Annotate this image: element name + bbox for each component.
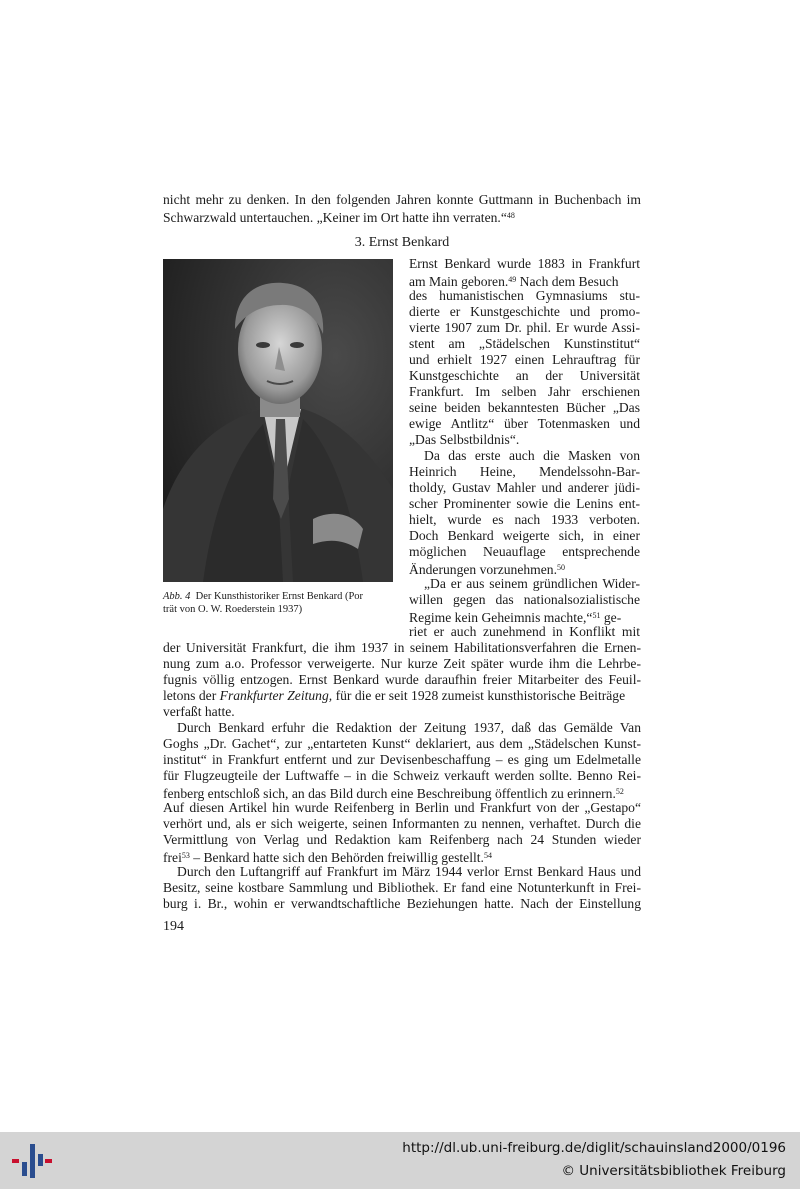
text-line: Goghs „Dr. Gachet“, zur „entarteten Kunst“ deklariert, aus dem „Städelschen Kunst- bbox=[163, 736, 641, 751]
column-line: hielt, wurde es nach 1933 verboten. bbox=[409, 512, 640, 527]
column-line: und erhielt 1927 einen Lehrauftrag für bbox=[409, 352, 640, 367]
text-line: burg i. Br., wohin er verwandtschaftliche Beziehungen hatte. Nach der Einstellung bbox=[163, 896, 641, 911]
text-line: fugnis völlig entzogen. Ernst Benkard wurde daraufhin freier Mitarbeiter des Feuil- bbox=[163, 672, 641, 687]
text-span: am Main geboren. bbox=[409, 274, 509, 289]
figure-caption-line: trät von O. W. Roederstein 1937) bbox=[163, 604, 303, 615]
text-line: für Flugzeugteile der Luftwaffe – in die Schweiz verkauft werden sollte. Benno Rei- bbox=[163, 768, 641, 783]
column-line: des humanistischen Gymnasiums stu- bbox=[409, 288, 640, 303]
newspaper-title: Frankfurter Zeitung, bbox=[219, 688, 333, 703]
column-line: Frankfurt. Im selben Jahr erschienen bbox=[409, 384, 640, 399]
page-number: 194 bbox=[163, 919, 184, 934]
copyright-text: © Universitätsbibliothek Freiburg bbox=[561, 1163, 786, 1179]
footnote-ref: 49 bbox=[508, 275, 517, 284]
caption-text: Der Kunsthistoriker Ernst Benkard (Por bbox=[195, 591, 364, 602]
column-line: ewige Antlitz“ über Totenmasken und bbox=[409, 416, 640, 431]
text-span: fenberg entschloß sich, an das Bild durch eine Beschreibung öffentlich zu erinnern. bbox=[163, 786, 616, 801]
column-line: vierte 1907 zum Dr. phil. Er wurde Assi- bbox=[409, 320, 640, 335]
portrait-image-icon bbox=[163, 259, 393, 582]
footnote-ref: 52 bbox=[615, 787, 624, 796]
column-line: tholdy, Gustav Mahler und anderer jüdi- bbox=[409, 480, 640, 495]
text-span: frei bbox=[163, 850, 182, 865]
column-line: willen gegen das nationalsozialistische bbox=[409, 592, 640, 607]
text-line: institut“ in Frankfurt entfernt und zur Devisenbeschaffung – es ging um Edelmetalle bbox=[163, 752, 641, 767]
text-line: verhört und, als er sich weigerte, seinen Informanten zu nennen, verhaftet. Durch die bbox=[163, 816, 641, 831]
text-span: Nach dem Besuch bbox=[516, 274, 619, 289]
footnote-ref: 53 bbox=[181, 851, 190, 860]
text-span: letons der bbox=[163, 688, 220, 703]
footnote-ref: 48 bbox=[506, 211, 515, 220]
logo-mark-icon bbox=[10, 1140, 52, 1182]
portrait-photo bbox=[163, 259, 393, 582]
text-line: nicht mehr zu denken. In den folgenden Jahren konnte Guttmann in Buchenbach im bbox=[163, 192, 641, 207]
text-line: Besitz, seine kostbare Sammlung und Bibliothek. Er fand eine Notunterkunft in Frei- bbox=[163, 880, 641, 895]
footnote-ref: 51 bbox=[592, 611, 601, 620]
column-line: Doch Benkard weigerte sich, in einer bbox=[409, 528, 640, 543]
column-line: „Da er aus seinem gründlichen Wider- bbox=[424, 576, 640, 591]
text-line: Auf diesen Artikel hin wurde Reifenberg in Berlin und Frankfurt von der „Gestapo“ bbox=[163, 800, 641, 815]
ub-freiburg-logo-icon bbox=[10, 1140, 52, 1182]
column-line: „Das Selbstbildnis“. bbox=[409, 432, 520, 447]
column-line: seine beiden bekanntesten Bücher „Das bbox=[409, 400, 640, 415]
column-line: Heinrich Heine, Mendelssohn-Bar- bbox=[409, 464, 640, 479]
text-line bbox=[163, 208, 641, 226]
text-span: ge- bbox=[603, 610, 622, 625]
text-span: für die er seit 1928 zumeist kunsthistorische Beiträge bbox=[332, 688, 626, 703]
column-line: Da das erste auch die Masken von bbox=[424, 448, 640, 463]
text-span: Regime kein Geheimnis machte,“ bbox=[409, 610, 593, 625]
footnote-ref: 54 bbox=[483, 851, 492, 860]
text-line: verfaßt hatte. bbox=[163, 704, 235, 719]
section-heading: 3. Ernst Benkard bbox=[354, 235, 450, 250]
footer-bar bbox=[0, 1132, 800, 1189]
column-line: Ernst Benkard wurde 1883 in Frankfurt bbox=[409, 256, 640, 271]
text-span: Änderungen vorzunehmen. bbox=[409, 562, 557, 577]
text-line: der Universität Frankfurt, die ihm 1937 in seinem Habilitationsverfahren die Ernen- bbox=[163, 640, 641, 655]
footnote-ref: 50 bbox=[556, 563, 565, 572]
figure-caption bbox=[163, 590, 403, 603]
text-line: nung zum a.o. Professor verweigerte. Nur kurze Zeit später wurde ihm die Lehrbe- bbox=[163, 656, 641, 671]
text-line: Vermittlung von Verlag und Redaktion kam Reifenberg nach 24 Stunden wieder bbox=[163, 832, 641, 847]
column-line: scher Prominenter sowie die Lenins ent- bbox=[409, 496, 640, 511]
source-url-link[interactable]: http://dl.ub.uni-freiburg.de/diglit/schauinsland2000/0196 bbox=[402, 1140, 786, 1156]
column-line: stent am „Städelschen Kunstinstitut“ bbox=[409, 336, 640, 351]
text-span: – Benkard hatte sich den Behörden freiwillig gestellt. bbox=[189, 850, 484, 865]
text-line: Durch den Luftangriff auf Frankfurt im März 1944 verlor Ernst Benkard Haus und bbox=[177, 864, 641, 879]
column-line: riet er auch zunehmend in Konflikt mit bbox=[409, 624, 640, 639]
text-line bbox=[163, 688, 641, 704]
column-line: Kunstgeschichte an der Universität bbox=[409, 368, 640, 383]
text-span: Schwarzwald untertauchen. „Keiner im Ort hatte ihn verraten.“ bbox=[163, 210, 507, 225]
column-line: möglichen Neuauflage entsprechende bbox=[409, 544, 640, 559]
column-line: dierte er Kunstgeschichte und promo- bbox=[409, 304, 640, 319]
text-line: Durch Benkard erfuhr die Redaktion der Zeitung 1937, daß das Gemälde Van bbox=[177, 720, 641, 735]
figure-label: Abb. 4 bbox=[163, 591, 191, 602]
